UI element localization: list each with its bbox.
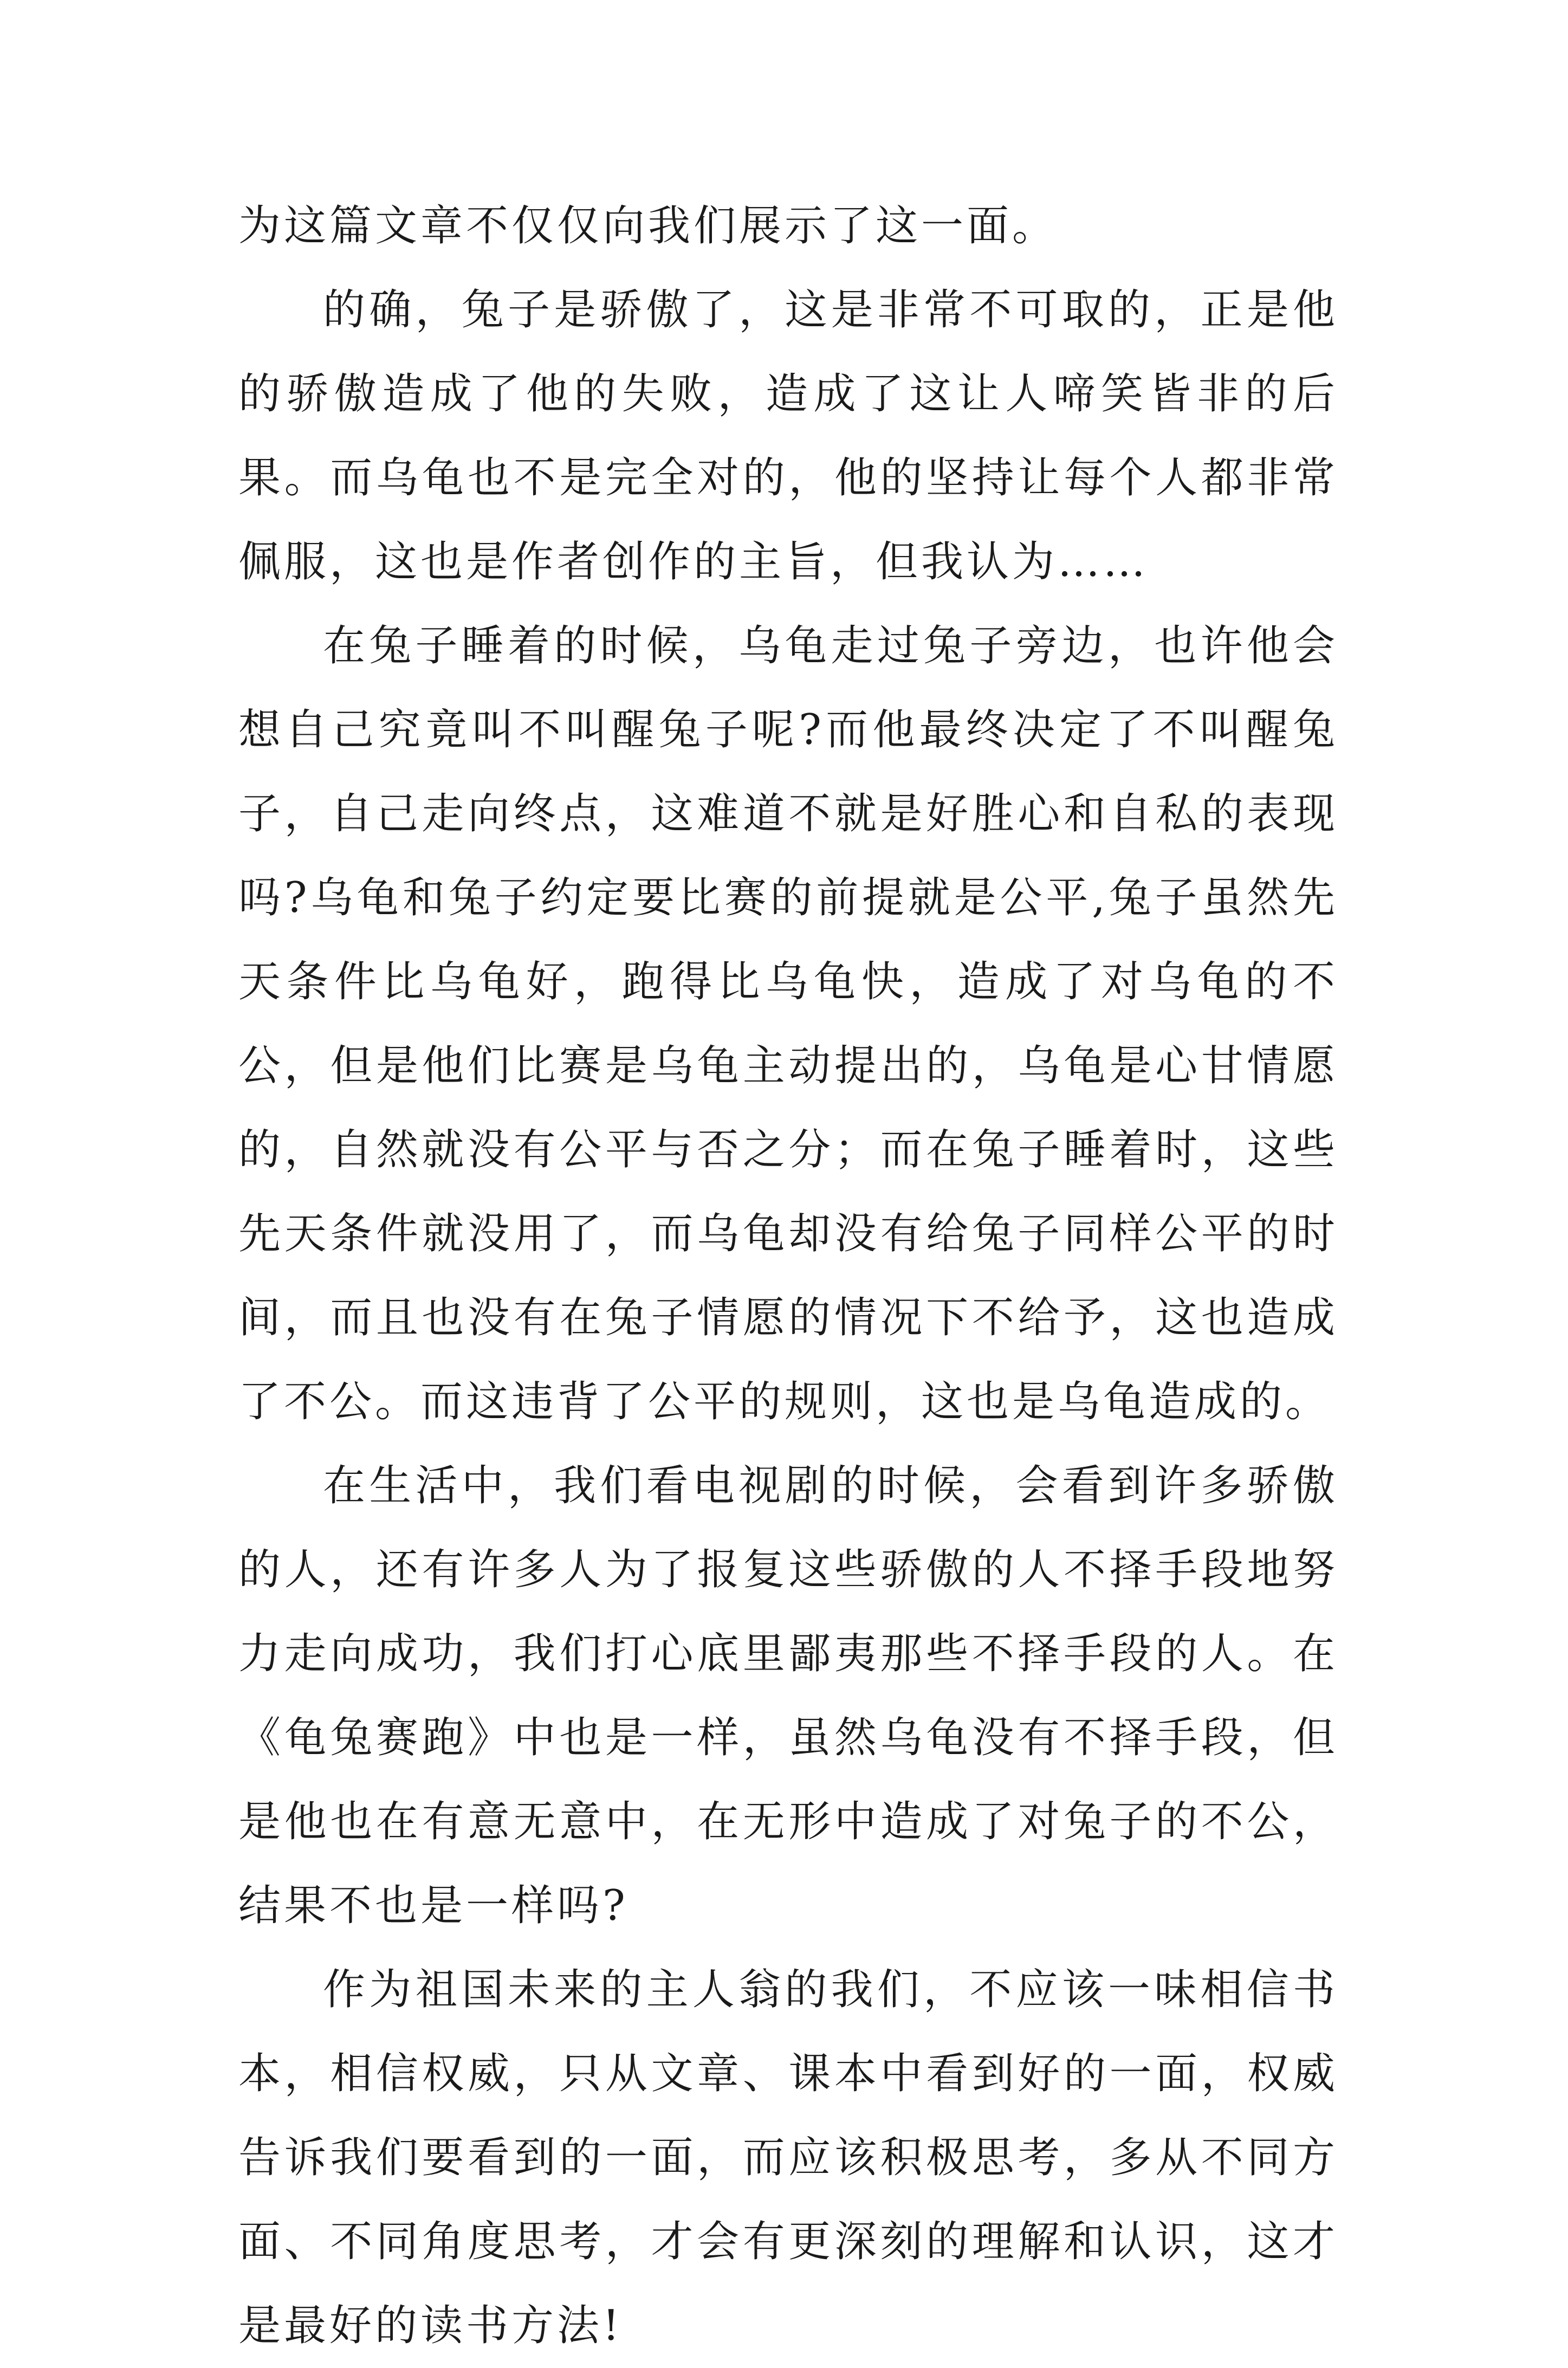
document-body xyxy=(238,184,1338,2368)
paragraph-continued: 为这篇文章不仅仅向我们展示了这一面。 xyxy=(238,202,1058,250)
paragraph: 作为祖国未来的主人翁的我们，不应该一味相信书本，相信权威，只从文章、课本中看到好的一面，权威告诉我们要看到的一面，而应该积极思考，多从不同方面、不同角度思考，才会有更深刻的理解和认识，这才是最好的读书方法! xyxy=(238,1965,1338,2350)
paragraph: 在生活中，我们看电视剧的时候，会看到许多骄傲的人，还有许多人为了报复这些骄傲的人不择手段地努力走向成功，我们打心底里鄙夷那些不择手段的人。在《龟兔赛跑》中也是一样，虽然乌龟没有不择手段，但是他也在有意无意中，在无形中造成了对兔子的不公，结果不也是一样吗? xyxy=(238,1461,1338,1930)
paragraph: 的确，兔子是骄傲了，这是非常不可取的，正是他的骄傲造成了他的失败，造成了这让人啼笑皆非的后果。而乌龟也不是完全对的，他的坚持让每个人都非常佩服，这也是作者创作的主旨，但我认为…… xyxy=(238,286,1338,586)
paragraph: 在兔子睡着的时候，乌龟走过兔子旁边，也许他会想自己究竟叫不叫醒兔子呢?而他最终决定了不叫醒兔子，自己走向终点，这难道不就是好胜心和自私的表现吗?乌龟和兔子约定要比赛的前提就是公平,兔子虽然先天条件比乌龟好，跑得比乌龟快，造成了对乌龟的不公，但是他们比赛是乌龟主动提出的，乌龟是心甘情愿的，自然就没有公平与否之分；而在兔子睡着时，这些先天条件就没用了，而乌龟却没有给兔子同样公平的时间，而且也没有在兔子情愿的情况下不给予，这也造成了不公。而这违背了公平的规则，这也是乌龟造成的。 xyxy=(238,622,1338,1426)
